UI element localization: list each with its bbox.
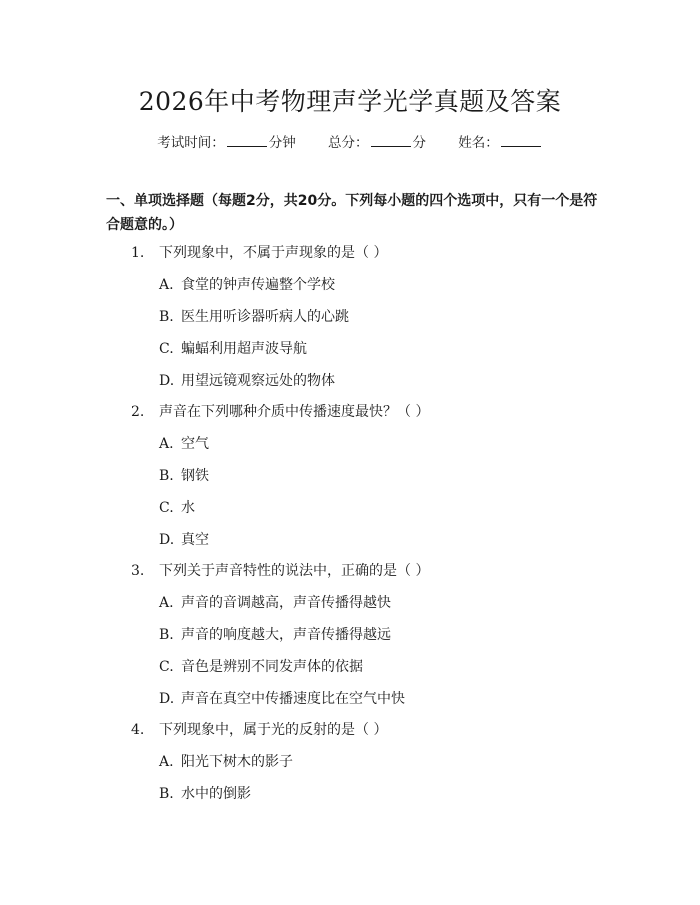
question-text: 下列关于声音特性的说法中，正确的是（ ） [159,563,430,579]
total-score-unit: 分 [412,135,426,151]
section-heading: 一、单项选择题（每题2分，共20分。下列每小题的四个选项中，只有一个是符合题意的。） [106,193,598,233]
option-letter: A. [159,436,174,452]
question-2-option-b [159,466,209,486]
option-text: 用望远镜观察远处的物体 [181,373,335,389]
name-label: 姓名： [458,135,499,151]
option-letter: C. [159,500,174,516]
option-text: 食堂的钟声传遍整个学校 [181,277,335,293]
option-text: 钢铁 [181,468,209,484]
option-letter: D. [159,691,175,707]
question-number: 4. [131,722,145,738]
option-letter: C. [159,341,174,357]
question-3 [131,561,429,581]
question-2-option-a [159,434,209,454]
option-letter: A. [159,595,174,611]
question-3-option-d [159,689,405,709]
option-text: 真空 [181,532,209,548]
question-text: 下列现象中，属于光的反射的是（ ） [159,722,388,738]
option-text: 阳光下树木的影子 [181,754,293,770]
exam-time-blank [227,134,267,147]
option-letter: B. [159,786,174,802]
question-1-option-a [159,275,335,295]
question-text: 下列现象中，不属于声现象的是（ ） [159,245,388,261]
total-score-label: 总分： [328,135,369,151]
question-2 [131,402,429,422]
option-text: 医生用听诊器听病人的心跳 [181,309,349,325]
option-letter: C. [159,659,174,675]
total-score-blank [371,134,411,147]
question-number: 3. [131,563,145,579]
option-letter: D. [159,373,175,389]
question-number: 1. [131,245,145,261]
question-1-option-b [159,307,349,327]
option-text: 水中的倒影 [181,786,251,802]
option-letter: A. [159,277,174,293]
option-letter: D. [159,532,175,548]
question-1-option-d [159,371,335,391]
question-1-option-c [159,339,307,359]
question-3-option-b [159,625,391,645]
name-field [458,131,543,151]
option-text: 声音在真空中传播速度比在空气中快 [181,691,405,707]
option-letter: A. [159,754,174,770]
exam-info-row [0,131,700,151]
option-text: 水 [181,500,195,516]
exam-time-label: 考试时间： [157,135,225,151]
question-number: 2. [131,404,145,420]
question-2-option-c [159,498,195,518]
question-4-option-b [159,784,251,804]
option-text: 声音的响度越大，声音传播得越远 [181,627,391,643]
option-text: 声音的音调越高，声音传播得越快 [181,595,391,611]
question-4-option-a [159,752,293,772]
option-text: 空气 [181,436,209,452]
option-letter: B. [159,309,174,325]
question-text: 声音在下列哪种介质中传播速度最快？（ ） [159,404,430,420]
question-2-option-d [159,530,209,550]
exam-time-unit: 分钟 [268,135,296,151]
question-3-option-c [159,657,363,677]
name-blank [501,134,541,147]
question-4 [131,720,387,740]
page-title: 2026年中考物理声学光学真题及答案 [138,87,562,116]
option-letter: B. [159,468,174,484]
question-3-option-a [159,593,391,613]
exam-time-field [157,131,296,151]
total-score-field [328,131,426,151]
option-letter: B. [159,627,174,643]
option-text: 蝙蝠利用超声波导航 [181,341,307,357]
question-1 [131,243,387,263]
option-text: 音色是辨别不同发声体的依据 [181,659,363,675]
